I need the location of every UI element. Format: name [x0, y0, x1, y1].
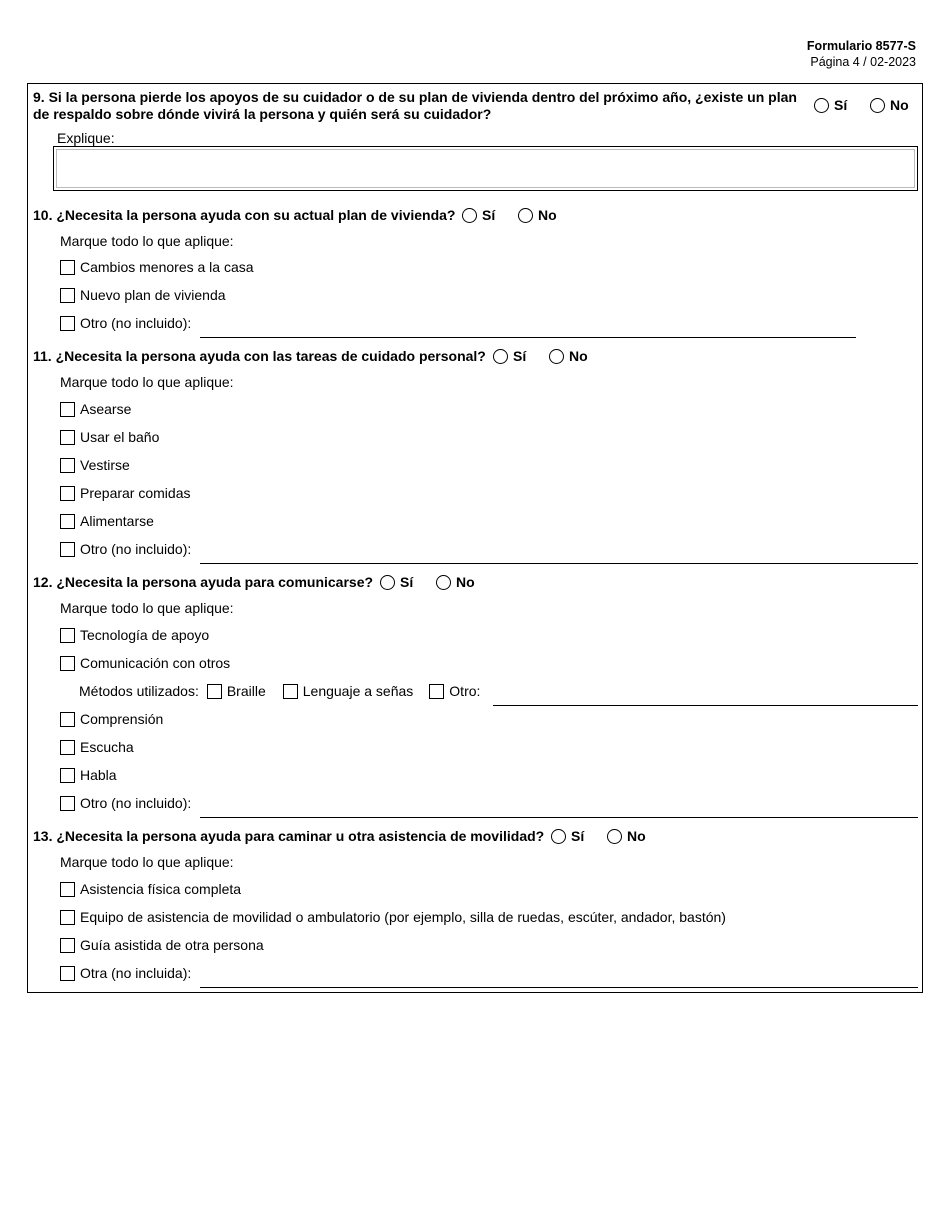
q11-checkbox-grooming[interactable] — [60, 402, 75, 417]
q12-method-signs: Lenguaje a señas — [302, 683, 414, 699]
q12-no-radio[interactable] — [436, 575, 451, 590]
q10-option-minor-changes: Cambios menores a la casa — [80, 259, 254, 275]
q12-option-speech: Habla — [80, 767, 117, 783]
form-header — [807, 39, 916, 71]
q9-no-option[interactable]: No — [870, 97, 909, 113]
q10-checkbox-new-plan[interactable] — [60, 288, 75, 303]
q10-no-option[interactable]: No — [518, 207, 557, 223]
q11-other-line[interactable] — [200, 563, 918, 564]
q12-question: 12. ¿Necesita la persona ayuda para comunicarse? — [33, 574, 374, 590]
q12-method-other-line[interactable] — [493, 705, 918, 706]
q13-checkbox-guided[interactable] — [60, 938, 75, 953]
q12-method-braille: Braille — [226, 683, 266, 699]
q12-checkbox-communication[interactable] — [60, 656, 75, 671]
q13-other-line[interactable] — [200, 987, 918, 988]
q12-checkbox-speech[interactable] — [60, 768, 75, 783]
q11-yes-radio[interactable] — [493, 349, 508, 364]
q11-option-meals: Preparar comidas — [80, 485, 191, 501]
q11-option-grooming: Asearse — [80, 401, 132, 417]
q10-other-line[interactable] — [200, 337, 856, 338]
q11-yes-option[interactable]: Sí — [493, 348, 526, 364]
q12-checkbox-comprehension[interactable] — [60, 712, 75, 727]
q10-checkbox-other[interactable] — [60, 316, 75, 331]
q13-option-other: Otra (no incluida): — [80, 965, 192, 981]
q11-checkbox-meals[interactable] — [60, 486, 75, 501]
q9-line1: 9. Si la persona pierde los apoyos de su cuidador o de su plan de vivienda dentro del próximo año, ¿existe un plan — [33, 89, 797, 105]
q10-yes-radio[interactable] — [462, 208, 477, 223]
q13-no-option[interactable]: No — [607, 828, 646, 844]
q12-checkbox-braille[interactable] — [207, 684, 222, 699]
q9-explain-field[interactable] — [53, 146, 918, 191]
q10-mark-all: Marque todo lo que aplique: — [60, 233, 234, 249]
q12-other-line[interactable] — [200, 817, 918, 818]
q9-line2: de respaldo sobre dónde vivirá la persona y quién será su cuidador? — [33, 106, 492, 122]
q11-question: 11. ¿Necesita la persona ayuda con las tareas de cuidado personal? — [33, 348, 486, 364]
q12-methods-label: Métodos utilizados: — [79, 683, 199, 699]
q10-checkbox-minor-changes[interactable] — [60, 260, 75, 275]
q11-option-feeding: Alimentarse — [80, 513, 154, 529]
q12-checkbox-signs[interactable] — [283, 684, 298, 699]
q13-option-guided: Guía asistida de otra persona — [80, 937, 264, 953]
q12-checkbox-other[interactable] — [60, 796, 75, 811]
q11-no-radio[interactable] — [549, 349, 564, 364]
q11-mark-all: Marque todo lo que aplique: — [60, 374, 234, 390]
q13-option-mobility-equipment: Equipo de asistencia de movilidad o ambulatorio (por ejemplo, silla de ruedas, escúter, andador, bastón) — [80, 909, 726, 925]
q12-method-other: Otro: — [449, 683, 481, 699]
q13-mark-all: Marque todo lo que aplique: — [60, 854, 234, 870]
q12-yes-option[interactable]: Sí — [380, 574, 413, 590]
q13-option-full-assist: Asistencia física completa — [80, 881, 242, 897]
q13-checkbox-other[interactable] — [60, 966, 75, 981]
q11-checkbox-dressing[interactable] — [60, 458, 75, 473]
q12-no-option[interactable]: No — [436, 574, 475, 590]
q12-yes-radio[interactable] — [380, 575, 395, 590]
q12-option-comprehension: Comprensión — [80, 711, 164, 727]
q9-explain-label: Explique: — [57, 130, 115, 146]
form-number: Formulario 8577-S — [806, 39, 916, 53]
q9-yes-radio[interactable] — [814, 98, 829, 113]
q13-yes-option[interactable]: Sí — [551, 828, 584, 844]
q11-option-bathroom: Usar el baño — [80, 429, 160, 445]
page-info: Página 4 / 02-2023 — [810, 55, 916, 69]
q12-option-communication: Comunicación con otros — [80, 655, 231, 671]
q12-option-other: Otro (no incluido): — [80, 795, 192, 811]
q11-checkbox-bathroom[interactable] — [60, 430, 75, 445]
q12-mark-all: Marque todo lo que aplique: — [60, 600, 234, 616]
q13-checkbox-full-assist[interactable] — [60, 882, 75, 897]
q13-question: 13. ¿Necesita la persona ayuda para caminar u otra asistencia de movilidad? — [33, 828, 545, 844]
q11-option-other: Otro (no incluido): — [80, 541, 192, 557]
q10-no-radio[interactable] — [518, 208, 533, 223]
q10-yes-option[interactable]: Sí — [462, 207, 495, 223]
q12-option-assistive-tech: Tecnología de apoyo — [80, 627, 210, 643]
q12-methods-row — [79, 683, 480, 699]
q11-checkbox-other[interactable] — [60, 542, 75, 557]
q12-checkbox-hearing[interactable] — [60, 740, 75, 755]
q10-question: 10. ¿Necesita la persona ayuda con su actual plan de vivienda? — [33, 207, 456, 223]
q9-no-radio[interactable] — [870, 98, 885, 113]
q11-no-option[interactable]: No — [549, 348, 588, 364]
q12-checkbox-method-other[interactable] — [429, 684, 444, 699]
q10-option-new-plan: Nuevo plan de vivienda — [80, 287, 226, 303]
q10-option-other: Otro (no incluido): — [80, 315, 192, 331]
q13-no-radio[interactable] — [607, 829, 622, 844]
q12-option-hearing: Escucha — [80, 739, 134, 755]
q13-checkbox-mobility-equipment[interactable] — [60, 910, 75, 925]
q13-yes-radio[interactable] — [551, 829, 566, 844]
q12-checkbox-assistive-tech[interactable] — [60, 628, 75, 643]
q11-option-dressing: Vestirse — [80, 457, 130, 473]
q9-yes-option[interactable]: Sí — [814, 97, 847, 113]
q11-checkbox-feeding[interactable] — [60, 514, 75, 529]
